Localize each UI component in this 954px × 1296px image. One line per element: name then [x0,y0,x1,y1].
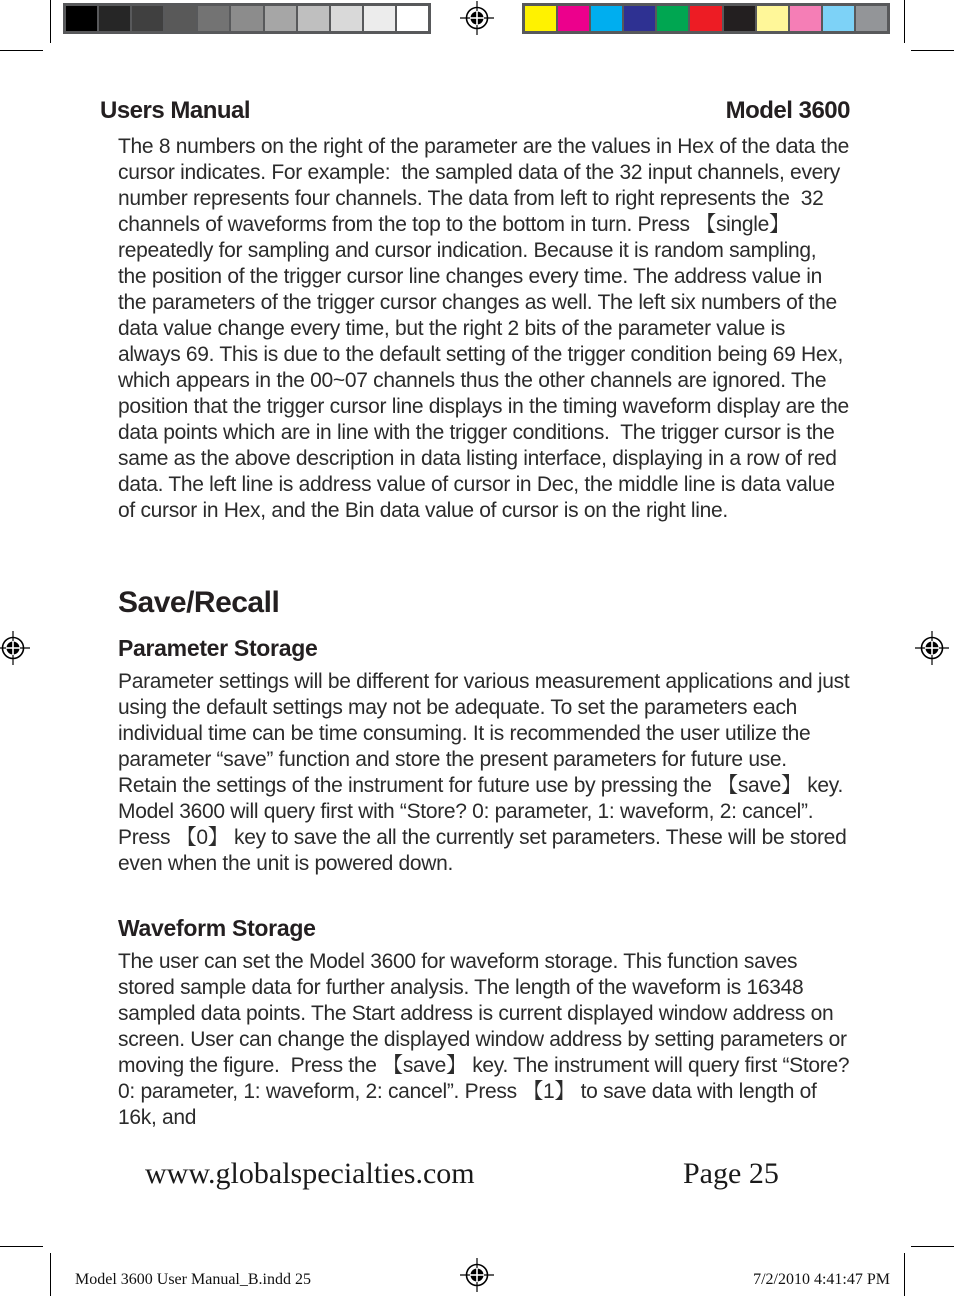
crop-mark-top-left-v [50,0,51,43]
waveform-storage-paragraph: The user can set the Model 3600 for waveform storage. This function saves stored sample data for further analysis. The length of the waveform is 16348 sampled data points. The Start address is current displayed window address on screen. User can change the displayed window address by setting parameters or moving the figure. Press the 【save】 key. The instrument will query first “Store? 0: parameter, 1: waveform, 2: cancel”. Press 【1】 to save data with length of 16k, and [118,950,855,1129]
footer-page-number: Page 25 [683,1157,779,1190]
slug-filename: Model 3600 User Manual_B.indd 25 [75,1271,311,1288]
subsection-title-parameter-storage: Parameter Storage [118,635,318,661]
crop-mark-bottom-left-h [0,1246,43,1247]
color-swatch [624,6,655,31]
registration-mark-top [459,0,495,36]
color-swatch [265,6,296,31]
registration-mark-left [0,630,31,666]
color-swatch [591,6,622,31]
crop-mark-bottom-right-v [904,1253,905,1296]
subsection-title-waveform-storage: Waveform Storage [118,915,316,941]
color-swatch [132,6,163,31]
color-swatch [99,6,130,31]
slug-timestamp: 7/2/2010 4:41:47 PM [753,1271,890,1288]
grayscale-calibration-bar [63,3,431,34]
crop-mark-bottom-right-h [911,1246,954,1247]
color-swatch [525,6,556,31]
header-model-number: Model 3600 [725,97,850,124]
color-swatch [231,6,262,31]
crop-mark-top-left-h [0,50,43,51]
section-title-save-recall: Save/Recall [118,586,280,619]
registration-mark-bottom [459,1257,495,1293]
color-swatch [690,6,721,31]
color-swatch [790,6,821,31]
color-swatch [558,6,589,31]
header-users-manual: Users Manual [100,97,251,124]
color-swatch [66,6,97,31]
color-swatch [397,6,428,31]
color-swatch [198,6,229,31]
intro-paragraph: The 8 numbers on the right of the parameter are the values in Hex of the data the cursor indicates. For example: the sampled data of the 32 input channels, every number represents four channels. The data from left to right represents the 32 channels of waveforms from the top to the bottom in turn. Press 【single】 repeatedly for sampling and cursor indication. Because it is random sampling, the position of the trigger cursor line changes every time. The address value in the parameters of the trigger cursor changes as well. The left six numbers of the data value change every time, but the right 2 bits of the parameter value is always 69. This is due to the default setting of the trigger condition being 69 Hex, which appears in the 00~07 channels thus the other channels are ignored. The position that the trigger cursor line displays in the timing waveform display are the data points which are in line with the trigger conditions. The trigger cursor is the same as the above description in data listing interface, displaying in a row of red data. The left line is address value of cursor in Dec, the middle line is data value of cursor in Hex, and the Bin data value of cursor is on the right line. [118,135,855,522]
color-swatch [657,6,688,31]
color-swatch [331,6,362,31]
color-swatch [298,6,329,31]
crop-mark-bottom-left-v [50,1253,51,1296]
footer-website: www.globalspecialties.com [145,1157,475,1190]
color-swatch [165,6,196,31]
color-swatch [757,6,788,31]
color-swatch [856,6,887,31]
parameter-storage-paragraph: Parameter settings will be different for various measurement applications and just using the default settings may not be adequate. To set the parameters each individual time can be time consuming. It is recommended the user utilize the parameter “save” function and store the present parameters for future use. Retain the settings of the instrument for future use by pressing the 【save】 key. Model 3600 will query first with “Store? 0: parameter, 1: waveform, 2: cancel”. Press 【0】 key to save the all the currently set parameters. These will be stored even when the unit is powered down. [118,670,855,875]
registration-mark-right [914,630,950,666]
crop-mark-top-right-v [904,0,905,43]
color-swatch [823,6,854,31]
color-swatch [364,6,395,31]
color-swatch [724,6,755,31]
crop-mark-top-right-h [911,50,954,51]
color-calibration-bar [522,3,890,34]
